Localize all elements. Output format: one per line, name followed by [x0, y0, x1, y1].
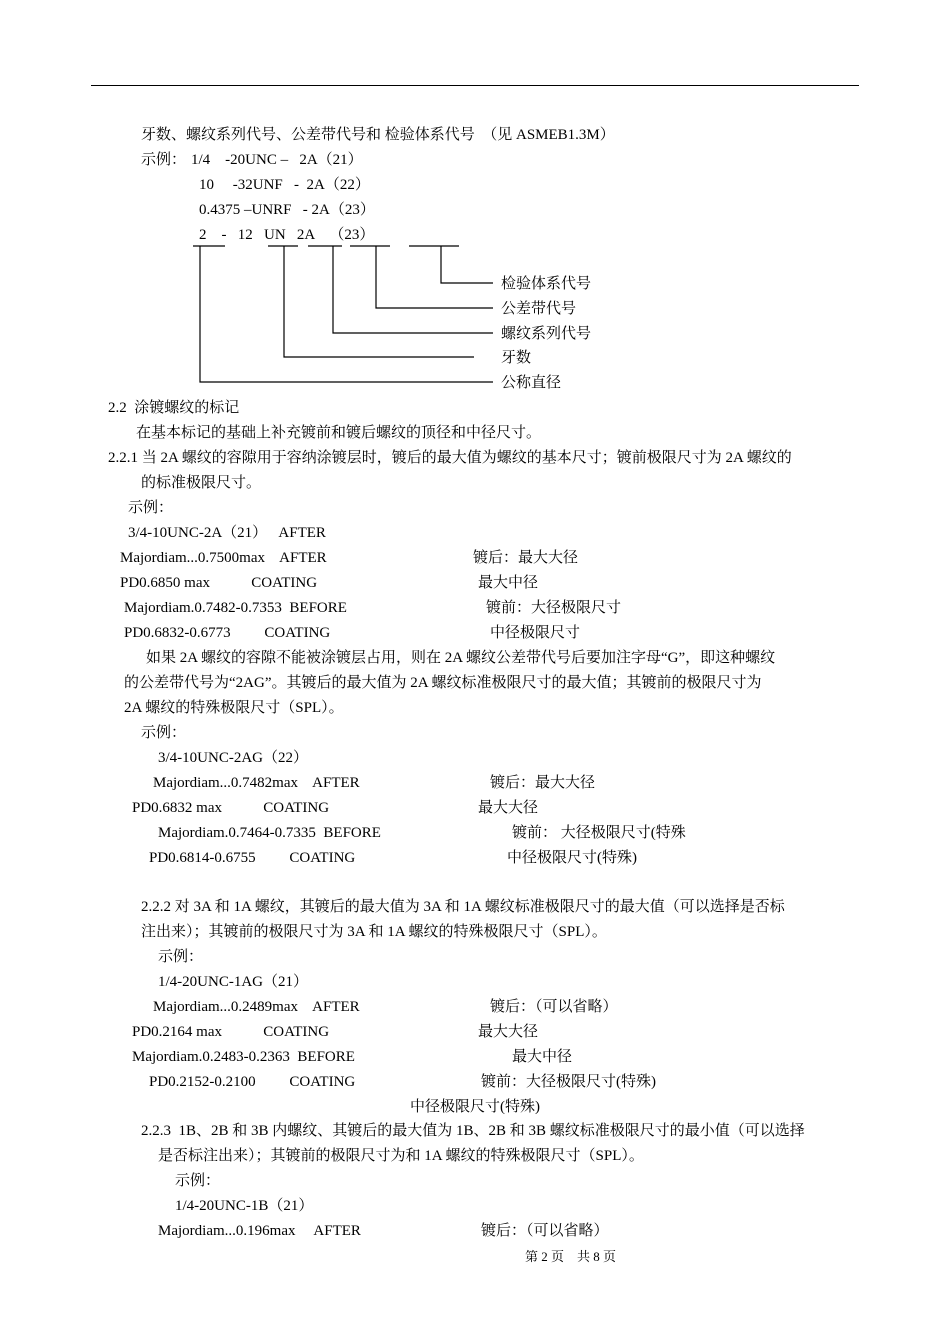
spec-row-right: 镀前：大径极限尺寸: [486, 600, 622, 616]
example-label: 示例：: [141, 152, 187, 168]
leader-tpi: [284, 246, 474, 357]
spec-row-right: 最大中径: [478, 575, 539, 591]
spec-row-right: 中径极限尺寸(特殊): [507, 850, 637, 866]
intro-line: 牙数、螺纹系列代号、公差带代号和 检验体系代号 （见 ASMEB1.3M）: [141, 127, 615, 143]
example-label: 示例：: [175, 1173, 221, 1189]
spec-row-right: 中径极限尺寸: [490, 625, 581, 641]
spec-row-left: PD0.6832 max COATING: [132, 800, 330, 816]
spec-row-left: Majordiam...0.196max AFTER: [158, 1223, 361, 1239]
spec-row-extra: 中径极限尺寸(特殊): [410, 1099, 540, 1115]
callout-diagram: [0, 0, 950, 400]
thread-spec: 3/4-10UNC-2AG（22）: [158, 750, 308, 766]
section-heading-2-2: 2.2 涂镀螺纹的标记: [108, 400, 240, 416]
spec-row-left: PD0.6850 max COATING: [120, 575, 318, 591]
label-series: 螺纹系列代号: [501, 326, 592, 342]
spec-row-right: 镀后：（可以省略）: [490, 999, 618, 1015]
example-label: 示例：: [158, 949, 204, 965]
thread-spec: 1/4-20UNC-1B（21）: [175, 1198, 314, 1214]
leader-nominal: [200, 246, 493, 382]
section-2-2-1-line1: 2.2.1 当 2A 螺纹的容隙用于容纳涂镀层时，镀后的最大值为螺纹的基本尺寸；镀前极限尺寸为 2A 螺纹的: [108, 450, 792, 466]
leader-series: [333, 246, 493, 333]
section-2-2-1-line2: 的标准极限尺寸。: [141, 475, 262, 491]
thread-spec: 3/4-10UNC-2A（21） AFTER: [128, 525, 326, 541]
spec-row-left: PD0.2164 max COATING: [132, 1024, 330, 1040]
section-text-2-2: 在基本标记的基础上补充镀前和镀后螺纹的顶径和中径尺寸。: [136, 425, 542, 441]
example-3: 0.4375 –UNRF - 2A（23）: [199, 202, 375, 218]
page-footer: 第 2 页 共 8 页: [525, 1249, 617, 1264]
spec-row-left: Majordiam...0.7500max AFTER: [120, 550, 327, 566]
spec-row-right: 镀前： 大径极限尺寸(特殊: [512, 825, 686, 841]
spec-row-right: 最大中径: [512, 1049, 573, 1065]
paragraph-line: 如果 2A 螺纹的容隙不能被涂镀层占用，则在 2A 螺纹公差带代号后要加注字母“G”，即这种螺纹: [146, 650, 776, 666]
label-tolerance: 公差带代号: [501, 301, 577, 317]
section-2-2-3-line1: 2.2.3 1B、2B 和 3B 内螺纹、其镀后的最大值为 1B、2B 和 3B 螺纹标准极限尺寸的最小值（可以选择: [141, 1123, 805, 1139]
section-2-2-3-line2: 是否标注出来）；其镀前的极限尺寸为和 1A 螺纹的特殊极限尺寸（SPL）。: [158, 1148, 644, 1164]
spec-row-left: Majordiam.0.7464-0.7335 BEFORE: [158, 825, 381, 841]
spec-row-right: 最大大径: [478, 1024, 539, 1040]
paragraph-line: 2A 螺纹的特殊极限尺寸（SPL）。: [124, 700, 344, 716]
spec-row-right: 镀后：最大大径: [490, 775, 596, 791]
spec-row-left: Majordiam...0.7482max AFTER: [153, 775, 360, 791]
spec-row-left: Majordiam...0.2489max AFTER: [153, 999, 360, 1015]
section-2-2-2-line2: 注出来）；其镀前的极限尺寸为 3A 和 1A 螺纹的特殊极限尺寸（SPL）。: [141, 924, 607, 940]
example-1: 1/4 -20UNC – 2A（21）: [191, 152, 363, 168]
leader-tolerance: [376, 246, 493, 308]
spec-row-right: 镀后：（可以省略）: [481, 1223, 609, 1239]
example-label: 示例：: [128, 500, 174, 516]
spec-row-right: 镀后：最大大径: [473, 550, 579, 566]
spec-row-left: PD0.6832-0.6773 COATING: [124, 625, 331, 641]
label-inspection: 检验体系代号: [501, 276, 592, 292]
spec-row-right: 镀前：大径极限尺寸(特殊): [481, 1074, 656, 1090]
spec-row-left: PD0.2152-0.2100 COATING: [149, 1074, 356, 1090]
thread-spec: 1/4-20UNC-1AG（21）: [158, 974, 308, 990]
spec-row-left: Majordiam.0.7482-0.7353 BEFORE: [124, 600, 347, 616]
label-tpi: 牙数: [501, 350, 532, 366]
paragraph-line: 的公差带代号为“2AG”。其镀后的最大值为 2A 螺纹标准极限尺寸的最大值；其镀前的极限尺寸为: [124, 675, 762, 691]
example-2: 10 -32UNF - 2A（22）: [199, 177, 370, 193]
leader-inspection: [441, 246, 493, 283]
spec-row-left: PD0.6814-0.6755 COATING: [149, 850, 356, 866]
section-2-2-2-line1: 2.2.2 对 3A 和 1A 螺纹，其镀后的最大值为 3A 和 1A 螺纹标准极限尺寸的最大值（可以选择是否标: [141, 899, 785, 915]
label-nominal: 公称直径: [501, 375, 562, 391]
example-4: 2 - 12 UN 2A （23）: [199, 227, 375, 243]
spec-row-left: Majordiam.0.2483-0.2363 BEFORE: [132, 1049, 355, 1065]
spec-row-right: 最大大径: [478, 800, 539, 816]
example-label: 示例：: [141, 725, 187, 741]
